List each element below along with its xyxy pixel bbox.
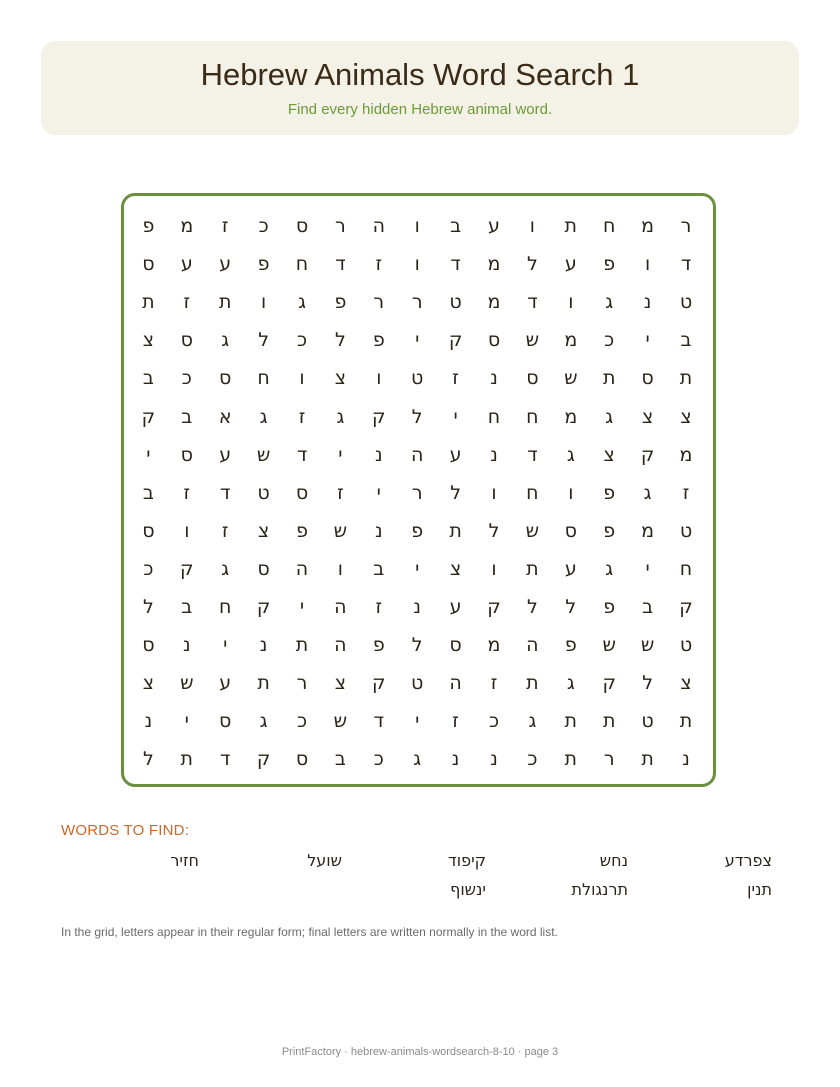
grid-letter: ד bbox=[527, 443, 538, 466]
grid-letter: ע bbox=[219, 253, 232, 276]
grid-letter: י bbox=[415, 329, 420, 352]
grid-letter: ט bbox=[641, 710, 654, 733]
grid-letter: ו bbox=[376, 367, 382, 390]
grid-letter: ט bbox=[411, 367, 424, 390]
grid-letter: מ bbox=[487, 253, 501, 276]
grid-letter: ה bbox=[334, 634, 347, 657]
grid-letter: ז bbox=[221, 519, 229, 542]
grid-letter: ת bbox=[679, 367, 693, 390]
grid-letter: ג bbox=[298, 291, 306, 314]
grid-letter: ש bbox=[640, 634, 655, 657]
word-item: נחש bbox=[599, 851, 628, 870]
grid-letter: ח bbox=[218, 596, 232, 618]
grid-letter: נ bbox=[682, 748, 690, 771]
grid-letter: נ bbox=[490, 367, 498, 390]
grid-letter: מ bbox=[487, 634, 501, 657]
grid-letter: ז bbox=[298, 405, 306, 428]
word-item: תרנגולת bbox=[571, 880, 628, 899]
grid-letter: נ bbox=[259, 634, 268, 657]
grid-letter: צ bbox=[257, 519, 270, 542]
grid-letter: ל bbox=[526, 596, 538, 618]
grid-letter: ק bbox=[372, 405, 386, 428]
grid-letter: ל bbox=[334, 329, 346, 352]
grid-letter: ת bbox=[449, 519, 462, 542]
grid-letter: ח bbox=[602, 215, 616, 237]
grid-letter: צ bbox=[641, 405, 654, 428]
grid-letter: י bbox=[453, 405, 458, 428]
puzzle-grid-frame bbox=[121, 193, 716, 787]
grid-letter: ל bbox=[258, 329, 269, 352]
grid-letter: פ bbox=[603, 596, 616, 618]
grid-letter: ה bbox=[526, 634, 539, 657]
grid-letter: ו bbox=[568, 291, 574, 314]
grid-letter: י bbox=[415, 557, 420, 580]
grid-letter: ג bbox=[221, 557, 230, 580]
grid-letter: ו bbox=[414, 215, 420, 237]
grid-letter: ט bbox=[679, 291, 693, 314]
grid-letter: ד bbox=[296, 443, 308, 466]
grid-letter: ס bbox=[526, 367, 539, 390]
grid-letter: ס bbox=[142, 253, 155, 276]
grid-letter: ג bbox=[336, 405, 345, 428]
grid-letter: ר bbox=[603, 748, 615, 771]
grid-letter: ר bbox=[680, 215, 692, 237]
grid-letter: ט bbox=[411, 672, 424, 695]
word-item: תנין bbox=[747, 880, 772, 899]
grid-letter: ע bbox=[564, 253, 577, 276]
grid-letter: ת bbox=[564, 215, 578, 237]
grid-letter: ב bbox=[373, 557, 385, 580]
grid-letter: פ bbox=[334, 291, 347, 314]
grid-letter: ס bbox=[449, 634, 462, 657]
grid-letter: ס bbox=[180, 329, 193, 352]
grid-letter: ז bbox=[452, 710, 459, 733]
grid-letter: ד bbox=[450, 253, 461, 276]
grid-letter: ח bbox=[295, 253, 309, 276]
grid-letter: ג bbox=[605, 291, 614, 314]
grid-letter: ס bbox=[180, 443, 193, 466]
grid-letter: ט bbox=[679, 519, 693, 542]
grid-letter: ש bbox=[180, 672, 194, 695]
grid-letter: ס bbox=[142, 519, 155, 542]
grid-letter: ר bbox=[373, 291, 385, 314]
grid-letter: מ bbox=[180, 215, 194, 237]
grid-letter: ע bbox=[219, 443, 232, 466]
grid-letter: ח bbox=[526, 481, 539, 504]
grid-letter: כ bbox=[604, 329, 615, 352]
grid-letter: ה bbox=[334, 596, 347, 618]
grid-letter: ז bbox=[490, 672, 498, 695]
grid-letter: ע bbox=[180, 253, 193, 276]
grid-letter: ו bbox=[645, 253, 651, 276]
grid-letter: ת bbox=[295, 634, 309, 657]
grid-letter: ס bbox=[295, 481, 309, 504]
grid-letter: נ bbox=[182, 634, 191, 657]
grid-letter: ה bbox=[372, 215, 385, 237]
grid-letter: כ bbox=[143, 557, 154, 580]
grid-letter: ס bbox=[219, 710, 232, 733]
grid-letter: ז bbox=[183, 481, 191, 504]
grid-letter: ע bbox=[488, 215, 500, 237]
grid-letter: נ bbox=[374, 519, 383, 542]
grid-letter: ז bbox=[375, 253, 383, 276]
grid-letter: פ bbox=[142, 215, 155, 237]
grid-letter: ז bbox=[337, 481, 344, 504]
grid-letter: ג bbox=[221, 329, 230, 352]
grid-letter: צ bbox=[680, 405, 692, 428]
grid-letter: נ bbox=[490, 443, 498, 466]
grid-letter: ג bbox=[259, 710, 268, 733]
grid-letter: ו bbox=[184, 519, 190, 542]
grid-letter: ר bbox=[335, 215, 346, 237]
grid-letter: י bbox=[376, 481, 381, 504]
grid-letter: ק bbox=[640, 443, 655, 466]
word-item: חזיר bbox=[170, 851, 199, 870]
word-item: צפרדע bbox=[724, 851, 772, 870]
grid-letter: ל bbox=[565, 596, 577, 618]
grid-letter: ת bbox=[564, 710, 578, 733]
grid-letter: ח bbox=[487, 405, 501, 428]
grid-letter: ב bbox=[450, 215, 462, 237]
grid-letter: י bbox=[223, 634, 228, 657]
grid-letter: ה bbox=[410, 443, 424, 466]
grid-letter: ג bbox=[528, 710, 537, 733]
grid-letter: ל bbox=[142, 596, 154, 618]
grid-letter: ע bbox=[219, 672, 232, 695]
grid-letter: מ bbox=[679, 443, 693, 466]
grid-letter: ז bbox=[452, 367, 459, 390]
grid-letter: ק bbox=[602, 672, 616, 695]
grid-letter: ס bbox=[641, 367, 654, 390]
grid-letter: ת bbox=[180, 748, 194, 771]
grid-letter: כ bbox=[258, 215, 269, 237]
grid-letter: ג bbox=[566, 443, 575, 466]
grid-letter: צ bbox=[142, 672, 155, 695]
grid-letter: ת bbox=[526, 672, 539, 695]
grid-letter: פ bbox=[603, 519, 616, 542]
grid-letter: ז bbox=[221, 215, 229, 237]
grid-letter: ס bbox=[219, 367, 232, 390]
grid-letter: ע bbox=[449, 443, 462, 466]
grid-letter: ג bbox=[566, 672, 575, 695]
grid-letter: ת bbox=[218, 291, 232, 314]
grid-letter: ל bbox=[642, 672, 653, 695]
grid-letter: ו bbox=[337, 557, 343, 580]
grid-letter: ד bbox=[335, 253, 346, 276]
grid-letter: מ bbox=[641, 519, 655, 542]
word-item: ינשוף bbox=[450, 880, 486, 899]
grid-letter: ק bbox=[448, 329, 463, 352]
grid-letter: ל bbox=[411, 634, 423, 657]
grid-letter: כ bbox=[296, 710, 308, 733]
grid-letter: פ bbox=[372, 329, 385, 352]
grid-letter: צ bbox=[142, 329, 155, 352]
grid-letter: ג bbox=[259, 405, 268, 428]
grid-letter: ר bbox=[296, 672, 308, 695]
grid-letter: ב bbox=[334, 748, 346, 771]
grid-letter: ב bbox=[142, 367, 154, 390]
grid-letter: ב bbox=[642, 596, 654, 618]
grid-letter: י bbox=[184, 710, 189, 733]
grid-letter: פ bbox=[603, 253, 616, 276]
grid-letter: ו bbox=[261, 291, 267, 314]
grid-letter: י bbox=[645, 329, 650, 352]
grid-letter: ו bbox=[529, 215, 535, 237]
grid-letter: ע bbox=[564, 557, 577, 580]
grid-letter: ג bbox=[413, 748, 422, 771]
grid-letter: ה bbox=[295, 557, 309, 580]
grid-letter: כ bbox=[181, 367, 192, 390]
grid-letter: ס bbox=[257, 557, 270, 580]
grid-letter: ל bbox=[488, 519, 500, 542]
grid-letter: ט bbox=[449, 291, 462, 314]
grid-letter: ח bbox=[526, 405, 539, 428]
grid-letter: כ bbox=[296, 329, 308, 352]
grid-letter: נ bbox=[451, 748, 460, 771]
grid-letter: ת bbox=[679, 710, 693, 733]
grid-letter: ג bbox=[643, 481, 652, 504]
grid-letter: ר bbox=[411, 291, 423, 314]
words-heading: WORDS TO FIND: bbox=[61, 822, 190, 839]
page-footer: PrintFactory · hebrew-animals-wordsearch-8-10 · page 3 bbox=[281, 1046, 559, 1058]
grid-letter: ל bbox=[450, 481, 461, 504]
grid-letter: נ bbox=[413, 596, 421, 618]
grid-letter: ק bbox=[256, 596, 271, 618]
grid-letter: י bbox=[645, 557, 650, 580]
grid-letter: ת bbox=[526, 557, 539, 580]
grid-letter: פ bbox=[411, 519, 424, 542]
grid-letter: ו bbox=[299, 367, 305, 390]
grid-letter: ס bbox=[295, 215, 309, 237]
grid-letter: ש bbox=[256, 443, 271, 466]
grid-letter: פ bbox=[296, 519, 308, 542]
grid-letter: מ bbox=[564, 405, 578, 428]
grid-letter: נ bbox=[144, 710, 153, 733]
page-subtitle: Find every hidden Hebrew animal word. bbox=[287, 101, 553, 118]
grid-letter: ד bbox=[373, 710, 384, 733]
grid-letter: ת bbox=[142, 291, 155, 314]
grid-letter: ק bbox=[256, 748, 271, 771]
grid-letter: י bbox=[415, 710, 420, 733]
grid-letter: ו bbox=[491, 481, 497, 504]
grid-letter: י bbox=[338, 443, 343, 466]
word-item: שועל bbox=[307, 851, 342, 870]
grid-letter: ק bbox=[141, 405, 156, 428]
grid-letter: ב bbox=[181, 596, 193, 618]
grid-letter: נ bbox=[643, 291, 652, 314]
grid-letter: ו bbox=[414, 253, 420, 276]
grid-letter: ד bbox=[220, 748, 231, 771]
grid-letter: ט bbox=[679, 634, 693, 657]
grid-letter: ש bbox=[525, 519, 540, 542]
grid-letter: ז bbox=[375, 596, 383, 618]
grid-letter: ת bbox=[602, 367, 616, 390]
grid-letter: ע bbox=[449, 596, 462, 618]
grid-letter: ל bbox=[142, 748, 154, 771]
grid-letter: ו bbox=[491, 557, 497, 580]
grid-letter: ז bbox=[682, 481, 690, 504]
grid-letter: מ bbox=[641, 215, 655, 237]
grid-letter: ל bbox=[526, 253, 538, 276]
grid-letter: כ bbox=[488, 710, 500, 733]
grid-letter: ק bbox=[679, 596, 693, 618]
grid-letter: ג bbox=[605, 405, 614, 428]
grid-letter: צ bbox=[603, 443, 615, 466]
grid-letter: ס bbox=[295, 748, 309, 771]
grid-letter: ה bbox=[449, 672, 462, 695]
grid-letter: ד bbox=[680, 253, 692, 276]
grid-letter: פ bbox=[372, 634, 385, 657]
grid-letter: צ bbox=[680, 672, 692, 695]
grid-letter: ש bbox=[333, 710, 348, 733]
grid-letter: ג bbox=[605, 557, 614, 580]
grid-letter: ס bbox=[564, 519, 577, 542]
grid-letter: ז bbox=[183, 291, 191, 314]
grid-letter: כ bbox=[527, 748, 538, 771]
grid-letter: ק bbox=[372, 672, 386, 695]
grid-letter: י bbox=[299, 596, 305, 618]
grid-letter: ב bbox=[181, 405, 193, 428]
grid-letter: מ bbox=[564, 329, 578, 352]
grid-letter: ו bbox=[568, 481, 574, 504]
grid-letter: י bbox=[146, 443, 151, 466]
grid-letter: ש bbox=[333, 519, 348, 542]
grid-letter: ד bbox=[527, 291, 538, 314]
grid-letter: ל bbox=[411, 405, 423, 428]
grid-letter: צ bbox=[334, 672, 347, 695]
header-banner bbox=[41, 41, 799, 135]
grid-letter: ט bbox=[257, 481, 270, 504]
grid-letter: ב bbox=[680, 329, 692, 352]
grid-letter: נ bbox=[374, 443, 383, 466]
page-title: Hebrew Animals Word Search 1 bbox=[200, 57, 640, 92]
grid-letter: ש bbox=[602, 634, 616, 657]
grid-letter: ס bbox=[142, 634, 155, 657]
grid-letter: צ bbox=[449, 557, 462, 580]
grid-letter: ק bbox=[487, 596, 501, 618]
grid-letter: ח bbox=[257, 367, 270, 390]
grid-letter: ר bbox=[411, 481, 423, 504]
grid-letter: ש bbox=[525, 329, 540, 352]
grid-letter: ק bbox=[180, 557, 194, 580]
grid-letter: ת bbox=[257, 672, 270, 695]
grid-letter: נ bbox=[490, 748, 498, 771]
instruction-note: In the grid, letters appear in their regular form; final letters are written normally in the word list. bbox=[61, 925, 558, 939]
grid-letter: ב bbox=[142, 481, 154, 504]
grid-letter: ת bbox=[641, 748, 654, 771]
grid-letter: א bbox=[218, 405, 232, 428]
grid-letter: כ bbox=[373, 748, 384, 771]
grid-letter: מ bbox=[487, 291, 501, 314]
grid-letter: צ bbox=[334, 367, 347, 390]
grid-letter: ת bbox=[602, 710, 616, 733]
grid-letter: ת bbox=[564, 748, 578, 771]
grid-letter: ד bbox=[220, 481, 231, 504]
grid-letter: ס bbox=[487, 329, 501, 352]
grid-letter: פ bbox=[603, 481, 616, 504]
grid-letter: ח bbox=[679, 557, 693, 580]
grid-letter: פ bbox=[564, 634, 577, 657]
grid-letter: ש bbox=[564, 367, 578, 390]
word-item: קיפוד bbox=[447, 851, 486, 870]
grid-letter: פ bbox=[257, 253, 270, 276]
